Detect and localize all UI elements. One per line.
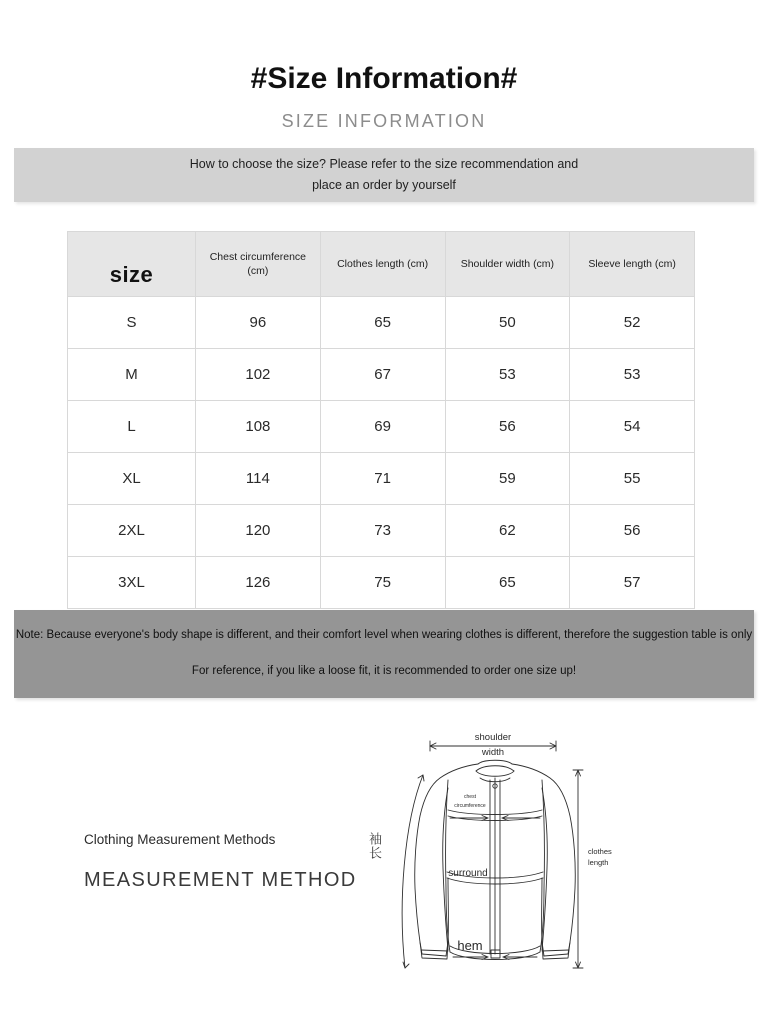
- cell-chest: 108: [196, 401, 321, 453]
- size-guidance-line-2: place an order by yourself: [312, 178, 456, 192]
- diagram-label-shoulder-line-1: shoulder: [474, 732, 512, 743]
- table-row: [68, 401, 695, 453]
- cell-shoulder-width: 53: [445, 349, 570, 401]
- cell-chest: 102: [196, 349, 321, 401]
- cell-size: 2XL: [68, 505, 196, 557]
- column-header-clothes-length: Clothes length (cm): [320, 232, 445, 297]
- cell-sleeve-length: 56: [570, 505, 695, 557]
- column-header-sleeve-length: Sleeve length (cm): [570, 232, 695, 297]
- cell-chest: 114: [196, 453, 321, 505]
- size-note-line-2: For reference, if you like a loose fit, it is recommended to order one size up!: [191, 665, 577, 677]
- cell-size: 3XL: [68, 557, 196, 609]
- cell-shoulder-width: 56: [445, 401, 570, 453]
- cell-chest: 96: [196, 297, 321, 349]
- diagram-label-chest-line-2: circumference: [454, 803, 486, 809]
- cell-sleeve-length: 57: [570, 557, 695, 609]
- cell-size: XL: [68, 453, 196, 505]
- column-header-chest-line-1: Chest circumference: [209, 250, 307, 263]
- cell-shoulder-width: 65: [445, 557, 570, 609]
- cell-clothes-length: 75: [320, 557, 445, 609]
- table-row: [68, 505, 695, 557]
- diagram-label-clothes-length-line-2: length: [588, 858, 609, 867]
- cell-shoulder-width: 62: [445, 505, 570, 557]
- diagram-label-hem: hem: [457, 938, 483, 953]
- diagram-label-shoulder-line-2: width: [481, 747, 505, 758]
- cell-shoulder-width: 59: [445, 453, 570, 505]
- page-subtitle: SIZE INFORMATION: [281, 110, 487, 131]
- cell-size: M: [68, 349, 196, 401]
- cell-size: L: [68, 401, 196, 453]
- cell-sleeve-length: 53: [570, 349, 695, 401]
- size-guidance-line-1: How to choose the size? Please refer to the size recommendation and: [189, 157, 579, 172]
- size-table-head: [68, 232, 695, 297]
- cell-sleeve-length: 55: [570, 453, 695, 505]
- size-note-line-1: Note: Because everyone's body shape is different, and their comfort level when wearing clothes is different, therefore the suggestion table is only: [15, 629, 753, 642]
- cell-clothes-length: 73: [320, 505, 445, 557]
- cell-shoulder-width: 50: [445, 297, 570, 349]
- size-table-container: [67, 231, 694, 609]
- diagram-label-sleeve-length-cn: 袖长: [367, 832, 382, 860]
- diagram-label-clothes-length-line-1: clothes: [588, 847, 612, 856]
- measurement-method-title: MEASUREMENT METHOD: [84, 869, 357, 891]
- size-guidance-bar: [14, 148, 754, 202]
- size-table: [67, 231, 695, 609]
- cell-chest: 120: [196, 505, 321, 557]
- column-header-size: size: [68, 232, 196, 297]
- page-title: #Size Information#: [250, 62, 518, 95]
- table-row: [68, 297, 695, 349]
- size-guidance-text: [14, 154, 754, 195]
- cell-chest: 126: [196, 557, 321, 609]
- size-table-body: [68, 297, 695, 609]
- table-row: [68, 557, 695, 609]
- cell-size: S: [68, 297, 196, 349]
- table-row: [68, 453, 695, 505]
- measurement-method-block: [84, 832, 384, 892]
- garment-measurement-diagram: [360, 728, 628, 978]
- cell-sleeve-length: 52: [570, 297, 695, 349]
- cell-clothes-length: 69: [320, 401, 445, 453]
- diagram-label-surround: surround: [448, 868, 488, 879]
- cell-clothes-length: 67: [320, 349, 445, 401]
- column-header-chest-line-2: (cm): [247, 265, 269, 277]
- column-header-chest: [196, 232, 321, 297]
- measurement-method-subtitle: Clothing Measurement Methods: [84, 832, 276, 847]
- table-row: [68, 349, 695, 401]
- cell-clothes-length: 65: [320, 297, 445, 349]
- cell-sleeve-length: 54: [570, 401, 695, 453]
- column-header-shoulder-width: Shoulder width (cm): [445, 232, 570, 297]
- diagram-label-chest-line-1: chest: [464, 794, 476, 800]
- table-header-row: [68, 232, 695, 297]
- cell-clothes-length: 71: [320, 453, 445, 505]
- size-note-bar: [14, 610, 754, 698]
